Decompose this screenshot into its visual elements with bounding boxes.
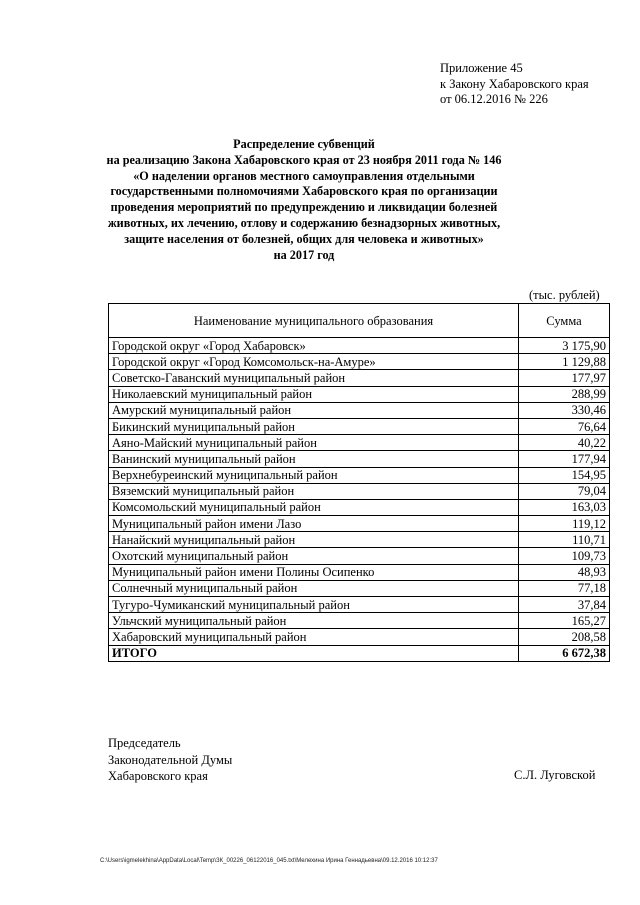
table-row: [109, 629, 610, 645]
table-body: [109, 338, 610, 646]
row-name: Вяземский муниципальный район: [109, 483, 519, 499]
table-row: [109, 354, 610, 370]
row-sum: 208,58: [519, 629, 610, 645]
row-name: Амурский муниципальный район: [109, 402, 519, 418]
file-path-footer: C:\Users\igmelekhina\AppData\Local\Temp\ЗК_00226_06122016_045.txt\Мелехина Ирина Геннадьевна\09.12.2016 10:12:37: [100, 858, 438, 864]
row-sum: 177,94: [519, 451, 610, 467]
table-row: [109, 597, 610, 613]
row-name: Городской округ «Город Комсомольск-на-Амуре»: [109, 354, 519, 370]
title-line: государственными полномочиями Хабаровского края по организации: [110, 184, 498, 199]
row-name: Бикинский муниципальный район: [109, 418, 519, 434]
row-sum: 77,18: [519, 580, 610, 596]
row-sum: 163,03: [519, 499, 610, 515]
table-row: [109, 386, 610, 402]
total-label: ИТОГО: [109, 645, 519, 661]
signature-block: [108, 735, 232, 785]
title-line: Распределение субвенций: [233, 137, 375, 151]
row-sum: 48,93: [519, 564, 610, 580]
row-sum: 119,12: [519, 516, 610, 532]
title-line: животных, их лечению, отлову и содержанию безнадзорных животных,: [107, 215, 501, 230]
row-sum: 40,22: [519, 435, 610, 451]
signature-title-1: Председатель: [108, 736, 181, 750]
row-sum: 154,95: [519, 467, 610, 483]
table-row: [109, 516, 610, 532]
row-name: Хабаровский муниципальный район: [109, 629, 519, 645]
row-name: Солнечный муниципальный район: [109, 580, 519, 596]
row-name: Ульчский муниципальный район: [109, 613, 519, 629]
table-row: [109, 451, 610, 467]
row-name: Верхнебуреинский муниципальный район: [109, 467, 519, 483]
header-name: Наименование муниципального образования: [109, 304, 519, 338]
row-name: Николаевский муниципальный район: [109, 386, 519, 402]
row-name: Городской округ «Город Хабаровск»: [109, 338, 519, 354]
table-row: [109, 418, 610, 434]
table-row: [109, 580, 610, 596]
row-sum: 1 129,88: [519, 354, 610, 370]
title-line: проведения мероприятий по предупреждению и ликвидации болезней: [110, 200, 498, 215]
table-row: [109, 548, 610, 564]
row-sum: 37,84: [519, 597, 610, 613]
title-line: на 2017 год: [273, 247, 335, 262]
title-line: на реализацию Закона Хабаровского края от 23 ноября 2011 года № 146: [106, 152, 502, 167]
row-name: Муниципальный район имени Лазо: [109, 516, 519, 532]
appendix-law: к Закону Хабаровского края: [440, 76, 589, 91]
table-row: [109, 467, 610, 483]
signer-name: С.Л. Луговской: [514, 768, 596, 782]
table-row: [109, 613, 610, 629]
appendix-number: Приложение 45: [440, 61, 523, 75]
units-label: (тыс. рублей): [529, 288, 600, 302]
row-name: Нанайский муниципальный район: [109, 532, 519, 548]
row-name: Тугуро-Чумиканский муниципальный район: [109, 597, 519, 613]
total-row: [109, 645, 610, 661]
subsidy-table: [108, 303, 610, 662]
table-header-row: [109, 304, 610, 338]
row-sum: 330,46: [519, 402, 610, 418]
table-row: [109, 499, 610, 515]
appendix-date: от 06.12.2016 № 226: [440, 92, 548, 106]
table-row: [109, 435, 610, 451]
row-name: Комсомольский муниципальный район: [109, 499, 519, 515]
signature-title-3: Хабаровского края: [108, 769, 208, 783]
row-sum: 76,64: [519, 418, 610, 434]
row-name: Советско-Гаванский муниципальный район: [109, 370, 519, 386]
row-sum: 3 175,90: [519, 338, 610, 354]
appendix-block: [440, 61, 589, 108]
header-sum: Сумма: [519, 304, 610, 338]
row-sum: 109,73: [519, 548, 610, 564]
table-row: [109, 338, 610, 354]
row-sum: 288,99: [519, 386, 610, 402]
title-line: защите населения от болезней, общих для человека и животных»: [124, 231, 484, 246]
row-sum: 165,27: [519, 613, 610, 629]
signature-title-2: Законодательной Думы: [108, 752, 233, 767]
table-row: [109, 402, 610, 418]
row-sum: 79,04: [519, 483, 610, 499]
total-sum: 6 672,38: [519, 645, 610, 661]
row-name: Ванинский муниципальный район: [109, 451, 519, 467]
title-line: «О наделении органов местного самоуправления отдельными: [133, 168, 475, 183]
table-row: [109, 483, 610, 499]
row-sum: 177,97: [519, 370, 610, 386]
row-name: Муниципальный район имени Полины Осипенко: [109, 564, 519, 580]
row-name: Аяно-Майский муниципальный район: [109, 435, 519, 451]
row-name: Охотский муниципальный район: [109, 548, 519, 564]
row-sum: 110,71: [519, 532, 610, 548]
table-row: [109, 532, 610, 548]
table-row: [109, 370, 610, 386]
table-row: [109, 564, 610, 580]
document-title: [100, 137, 508, 263]
